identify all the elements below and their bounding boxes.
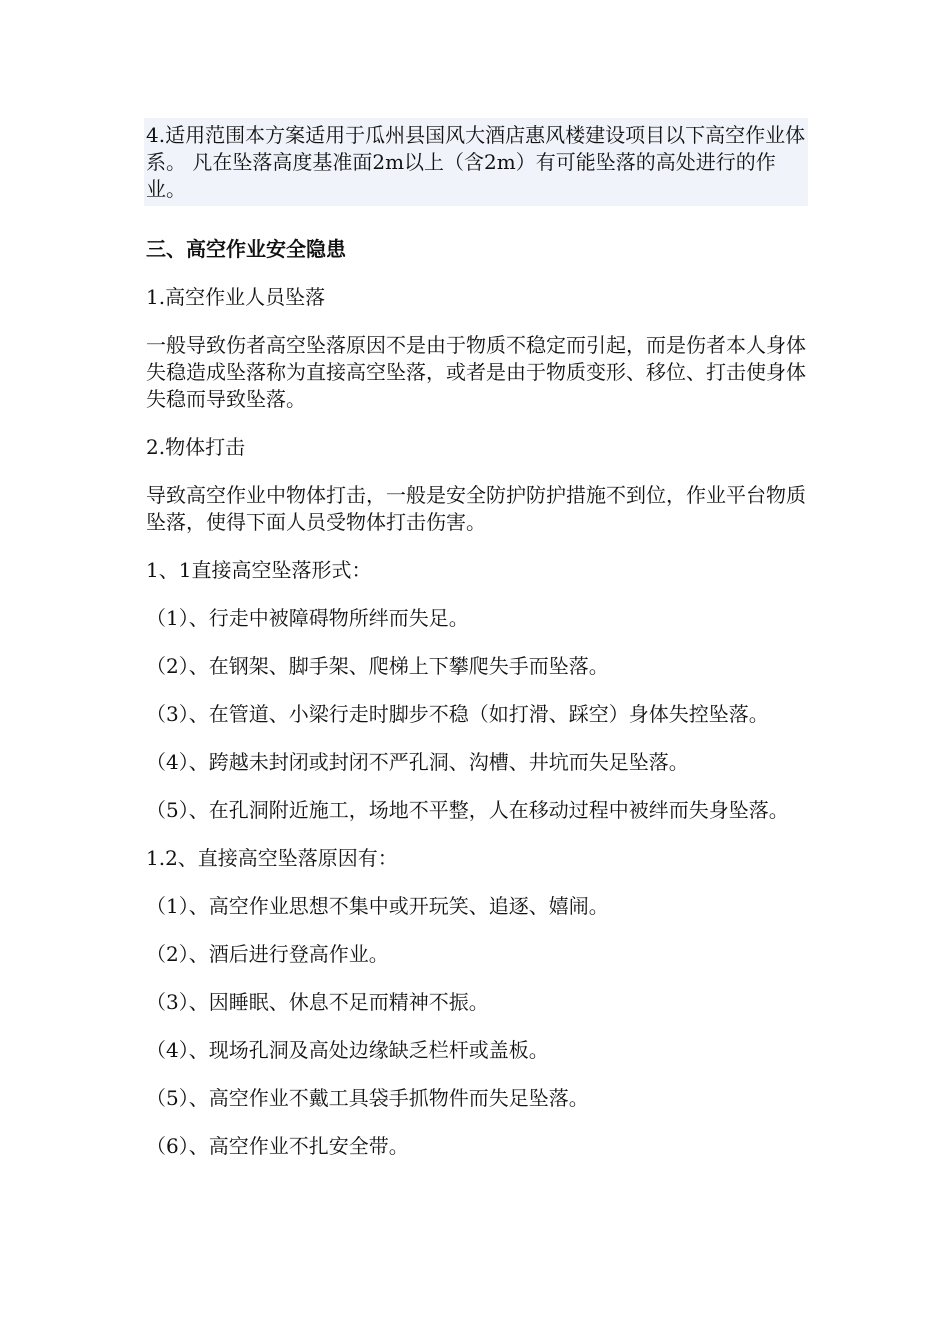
cause-item-4: （4）、现场孔洞及高处边缘缺乏栏杆或盖板。 [146, 1038, 549, 1062]
list-item-3: （3）、在管道、小梁行走时脚步不稳（如打滑、踩空）身体失控坠落。 [146, 702, 769, 726]
cause-item-2: （2）、酒后进行登高作业。 [146, 942, 389, 966]
document-page [146, 118, 808, 1181]
list-item-2: （2）、在钢架、脚手架、爬梯上下攀爬失手而坠落。 [146, 654, 609, 678]
list-item-5: （5）、在孔洞附近施工，场地不平整，人在移动过程中被绊而失身坠落。 [146, 798, 789, 822]
paragraph-3: 2.物体打击 [146, 435, 246, 459]
paragraph-4: 导致高空作业中物体打击，一般是安全防护防护措施不到位，作业平台物质坠落，使得下面人员受物体打击伤害。 [146, 483, 806, 534]
cause-item-5: （5）、高空作业不戴工具袋手抓物件而失足坠落。 [146, 1086, 589, 1110]
paragraph-1: 1.高空作业人员坠落 [146, 285, 326, 309]
paragraph-5: 1、1直接高空坠落形式： [146, 558, 372, 582]
scope-paragraph: 4.适用范围本方案适用于瓜州县国风大酒店惠风楼建设项目以下高空作业体系。 凡在坠落高度基准面2m以上（含2m）有可能坠落的高处进行的作业。 [144, 118, 808, 206]
cause-item-3: （3）、因睡眠、休息不足而精神不振。 [146, 990, 489, 1014]
paragraph-2: 一般导致伤者高空坠落原因不是由于物质不稳定而引起，而是伤者本人身体失稳造成坠落称为直接高空坠落，或者是由于物质变形、移位、打击使身体失稳而导致坠落。 [146, 333, 806, 411]
cause-item-1: （1）、高空作业思想不集中或开玩笑、追逐、嬉闹。 [146, 894, 609, 918]
cause-item-6: （6）、高空作业不扎安全带。 [146, 1134, 409, 1158]
list-item-4: （4）、跨越未封闭或封闭不严孔洞、沟槽、井坑而失足坠落。 [146, 750, 689, 774]
list-item-1: （1）、行走中被障碍物所绊而失足。 [146, 606, 469, 630]
section-heading: 三、高空作业安全隐患 [146, 237, 346, 261]
paragraph-6: 1.2、直接高空坠落原因有： [146, 846, 398, 870]
